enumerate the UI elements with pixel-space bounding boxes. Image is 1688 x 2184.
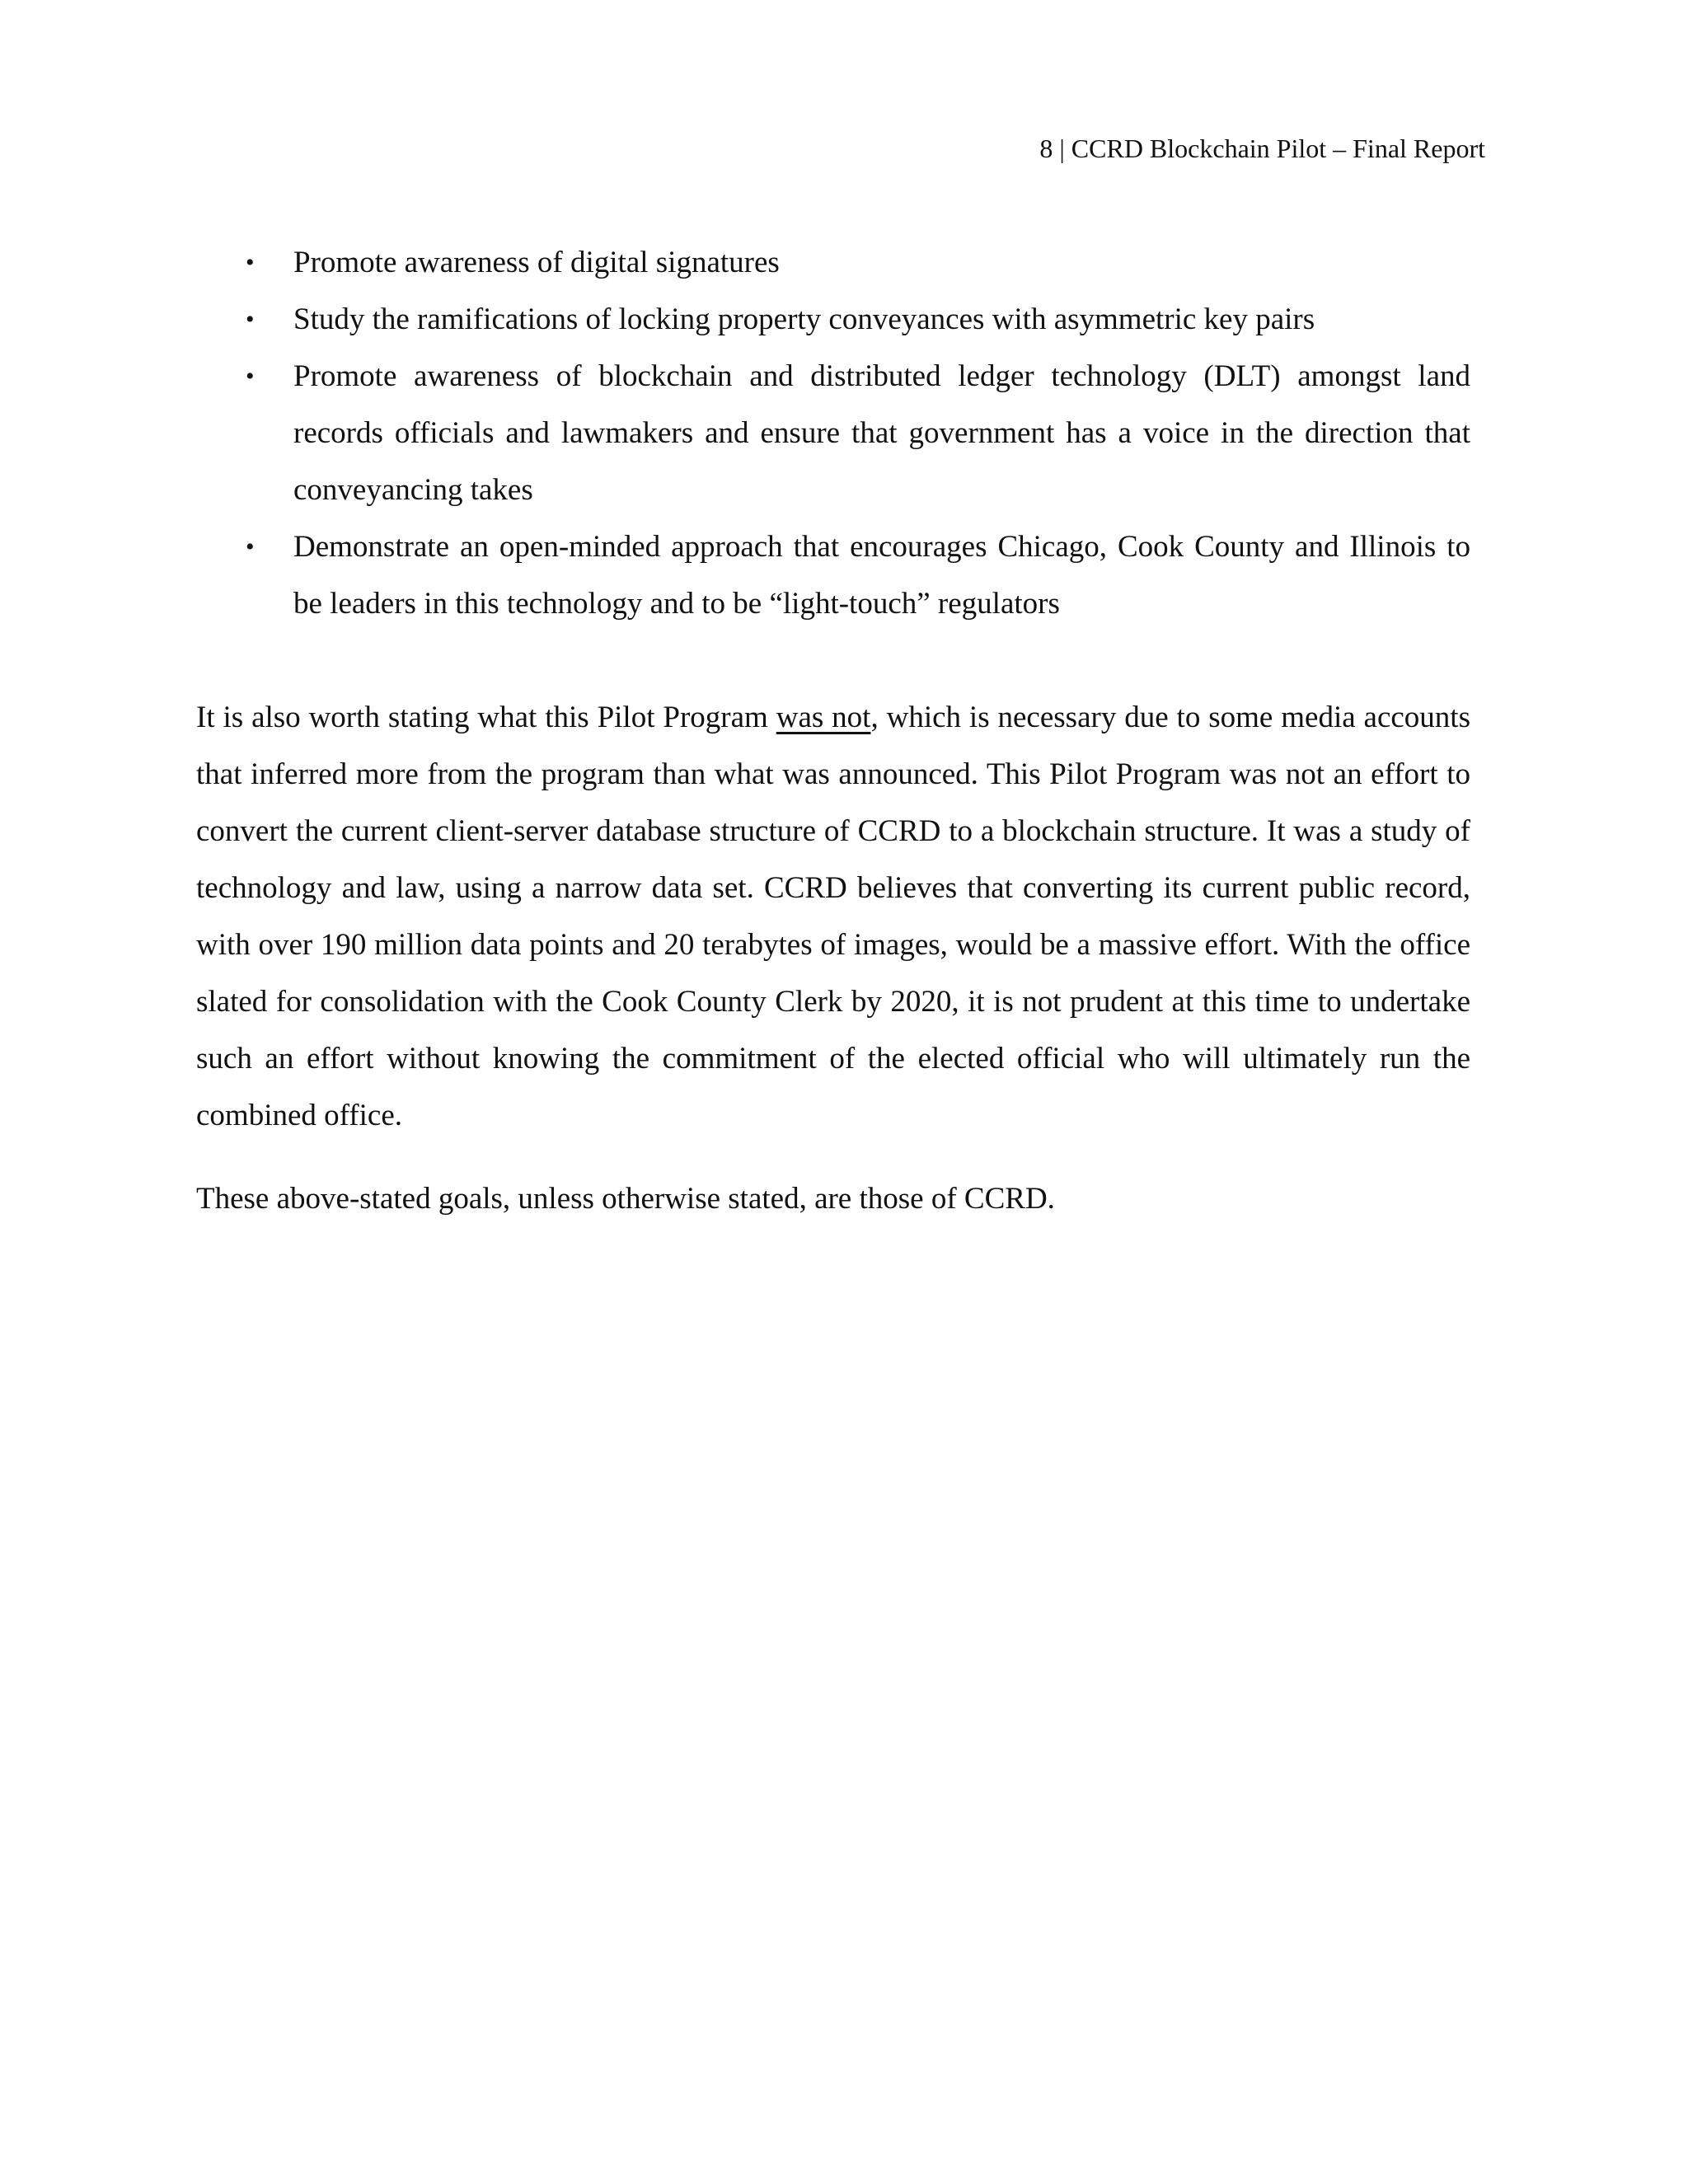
- paragraph-text-rest: , which is necessary due to some media accounts that inferred more from the program than what was announced. This Pilot Program was not an effort to convert the current client-server database structure of CCRD to a blockchain structure. It was a study of technology and law, using a narrow data set. CCRD believes that converting its current public record, with over 190 million data points and 20 terabytes of images, would be a massive effort. With the office slated for consolidation with the Cook County Clerk by 2020, it is not prudent at this time to undertake such an effort without knowing the commitment of the elected official who will ultimately run the combined office.: [196, 701, 1470, 1132]
- underlined-phrase: was not: [776, 701, 871, 734]
- list-item-text: Promote awareness of digital signatures: [293, 246, 780, 279]
- list-item-text: Study the ramifications of locking property conveyances with asymmetric key pairs: [293, 302, 1315, 336]
- running-header: 8 | CCRD Blockchain Pilot – Final Report: [1039, 134, 1485, 163]
- bullet-icon: •: [246, 249, 255, 276]
- page-body: [196, 234, 1470, 1227]
- paragraph-goals-ownership: These above-stated goals, unless otherwise stated, are those of CCRD.: [196, 1182, 1055, 1216]
- list-item: [196, 291, 1470, 348]
- paragraph-text-lead: It is also worth stating what this Pilot Program: [196, 701, 776, 734]
- list-item: [196, 348, 1470, 518]
- bullet-icon: •: [246, 533, 255, 560]
- bullet-icon: •: [246, 306, 255, 333]
- list-item: [196, 518, 1470, 632]
- list-item-text: Promote awareness of blockchain and distributed ledger technology (DLT) amongst land records officials and lawmakers and ensure that government has a voice in the direction that conveyancing takes: [293, 359, 1470, 507]
- list-item: [196, 234, 1470, 291]
- goals-list: [196, 234, 1470, 632]
- bullet-icon: •: [246, 363, 255, 390]
- paragraph-not-scope: [196, 689, 1470, 1144]
- list-item-text: Demonstrate an open-minded approach that encourages Chicago, Cook County and Illinois to be leaders in this technology and to be “light-touch” regulators: [293, 530, 1470, 621]
